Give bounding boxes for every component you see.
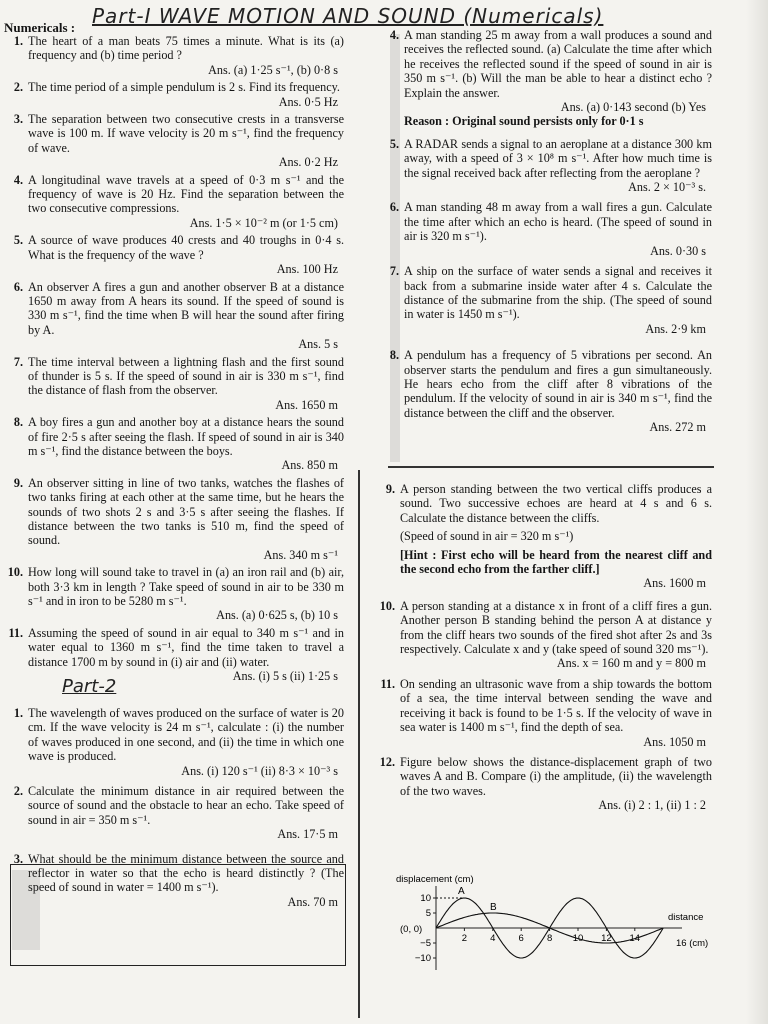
x-tick-label: 14	[629, 933, 641, 944]
question-number: 6.	[389, 200, 399, 215]
question-body	[28, 173, 344, 231]
question-body	[28, 233, 344, 276]
page-edge	[746, 0, 768, 1024]
answer: Ans. 2 × 10⁻³ s.	[628, 180, 706, 195]
answer: Ans. (i) 5 s (ii) 1·25 s	[232, 669, 338, 684]
x-tick-label: 10	[572, 933, 584, 944]
question-body	[400, 482, 712, 591]
question-body	[404, 28, 712, 129]
column-divider	[358, 470, 360, 1018]
question-body	[28, 565, 344, 623]
question-text: An observer sitting in line of two tanks, watches the flashes of two tanks firing at each other at the same time, but he hears the sounds of two shots 2 s and 3·5 s after seeing the flashes. If distance between the two tanks is 510 m, find the speed of sound.	[28, 475, 344, 548]
question-body	[28, 280, 344, 352]
question-text: A RADAR sends a signal to an aeroplane at a distance 300 km away, with a speed of 3 × 10⁸ m s⁻¹. After how much time is the signal received back after reflecting from the aeroplane ?	[404, 136, 712, 180]
answer-reason: Reason : Original sound persists only for 0·1 s	[404, 114, 644, 129]
right-column	[380, 28, 712, 438]
question-item	[4, 80, 344, 109]
answer: Ans. 2·9 km	[645, 321, 706, 336]
question-text: A ship on the surface of water sends a signal and receives it back from a submarine inside water after 4 s. Calculate the distance of the submarine from the ship. (The speed of sound in water is 1450 m s⁻¹).	[404, 264, 712, 322]
y-tick-label: 5	[425, 908, 431, 919]
question-item	[4, 34, 344, 77]
question-text: The time interval between a lightning flash and the first sound of thunder is 5 s. If the speed of sound in air is 330 m s⁻¹, find the distance of flash from the observer.	[28, 354, 344, 398]
answer: Ans. 100 Hz	[276, 262, 338, 277]
question-number: 2.	[13, 80, 23, 95]
wave-graph	[392, 870, 712, 976]
question-item	[4, 173, 344, 231]
question-text: A boy fires a gun and another boy at a distance hears the sound of fire 2·5 s after seeing the flash. If speed of sound in air is 340 m s⁻¹, find the distance between the boys.	[28, 415, 344, 458]
question-number: 8.	[389, 348, 399, 363]
question-item	[380, 200, 712, 258]
answer: Ans. 0·30 s	[650, 243, 706, 258]
question-number: 6.	[13, 279, 23, 294]
question-number: 3.	[13, 112, 23, 127]
answer: Ans. (a) 1·25 s⁻¹, (b) 0·8 s	[208, 62, 338, 77]
question-text: The time period of a simple pendulum is 2 s. Find its frequency.	[28, 80, 340, 95]
x-tick-label: 12	[601, 933, 612, 944]
part1-question-list	[4, 34, 344, 683]
question-text: How long will sound take to travel in (a) an iron rail and (b) air, both 3·3 km in length ? Take speed of sound in air to be 330 m s⁻¹ and in iron to be 5280 m s⁻¹.	[28, 565, 344, 609]
question-text: An observer A fires a gun and another observer B at a distance 1650 m away from A hears its sound. If the speed of sound is 330 m s⁻¹, find the time when B will hear the sound after firing by A.	[28, 279, 344, 337]
question-body	[400, 677, 712, 749]
y-tick-label: −10	[414, 953, 431, 964]
question-number: 8.	[13, 415, 23, 430]
question-body	[28, 112, 344, 170]
question-number: 9.	[13, 475, 23, 490]
answer: Ans. 1·5 × 10⁻² m (or 1·5 cm)	[189, 215, 338, 230]
part2-heading: Part-2	[62, 676, 117, 697]
question-body	[28, 34, 344, 77]
answer: Ans. 1650 m	[275, 397, 338, 412]
y-tick-label: −5	[420, 938, 431, 949]
answer: Ans. (i) 2 : 1, (ii) 1 : 2	[598, 798, 706, 813]
question-item	[4, 233, 344, 276]
answer: Ans. 70 m	[287, 894, 338, 909]
question-body	[404, 137, 712, 195]
question-item	[4, 565, 344, 623]
question-body	[28, 476, 344, 562]
x-tick-label: 2	[461, 933, 468, 944]
question-body	[28, 80, 344, 109]
question-item	[4, 626, 344, 684]
question-body	[404, 348, 712, 434]
question-number: 4.	[389, 28, 399, 42]
question-item	[376, 677, 712, 749]
y-tick-label: 10	[420, 893, 431, 904]
question-item	[4, 476, 344, 562]
question-item	[4, 280, 344, 352]
answer: Ans. (a) 0·625 s, (b) 10 s	[216, 608, 338, 623]
question-item	[376, 755, 712, 813]
question-hint: [Hint : First echo will be heard from the nearest cliff and the second echo from the farther cliff.]	[400, 547, 712, 577]
question-text: A person standing at a distance x in front of a cliff fires a gun. Another person B standing behind the person A at distance y from the cliff hears two sounds of the fired shot after 2s and 3s respectively. Calculate x and y (take speed of sound 320 ms⁻¹).	[400, 598, 712, 657]
question-text: A pendulum has a frequency of 5 vibrations per second. An observer starts the pendulum and fires a gun simultaneously. He hears echo from the cliff after 8 vibrations of the pendulum. If the velocity of sound in air is 340 m s⁻¹, find the distance between the cliff and the observer.	[404, 348, 712, 420]
question-item	[376, 599, 712, 671]
left-column	[4, 34, 344, 686]
question-number: 12.	[379, 754, 395, 769]
section-divider	[388, 466, 714, 468]
x-tick-label: 4	[490, 933, 496, 944]
wave-b-label: B	[490, 902, 497, 913]
question-body	[28, 415, 344, 473]
answer: Ans. 0·5 Hz	[278, 94, 338, 109]
question-item	[4, 415, 344, 473]
question-number: 3.	[13, 851, 23, 866]
question-number: 1.	[13, 34, 23, 48]
right-top-question-list	[380, 28, 712, 435]
question-body	[28, 355, 344, 413]
question-text: Figure below shows the distance-displacement graph of two waves A and B. Compare (i) the amplitude, (ii) the wavelength of the two waves.	[400, 754, 712, 798]
answer: Ans. 340 m s⁻¹	[263, 547, 338, 562]
answer: Ans. (a) 0·143 second (b) Yes	[560, 100, 706, 115]
graph-ylabel: displacement (cm)	[396, 874, 474, 885]
question-item	[376, 482, 712, 591]
question-number: 7.	[13, 354, 23, 369]
answer: Ans. 850 m	[281, 458, 338, 473]
question-item	[380, 137, 712, 195]
question-text: A longitudinal wave travels at a speed of 0·3 m s⁻¹ and the frequency of wave is 20 Hz. Find the separation between the two consecutive compressions.	[28, 172, 344, 216]
answer: Ans. 272 m	[649, 420, 706, 435]
answer: Ans. 0·2 Hz	[278, 155, 338, 170]
answer: Ans. 17·5 m	[277, 827, 338, 842]
question-number: 9.	[385, 482, 395, 496]
question-text: A person standing between the two vertical cliffs produces a sound. Two successive echoes are heard at 4 s and 6 s. Calculate the distance between the cliffs.	[400, 482, 712, 525]
question-body	[400, 755, 712, 813]
question-text: The separation between two consecutive crests in a transverse wave is 100 m. If wave velocity is 20 m s⁻¹, find the frequency of wave.	[28, 112, 344, 155]
question-number: 4.	[13, 172, 23, 187]
question-item	[380, 28, 712, 129]
question-item	[4, 112, 344, 170]
answer: Ans. 1050 m	[643, 734, 706, 749]
answer: Ans. 5 s	[298, 337, 338, 352]
question-item	[380, 264, 712, 336]
question-number: 10.	[379, 598, 395, 613]
question-number: 7.	[389, 264, 399, 279]
answer: Ans. (i) 120 s⁻¹ (ii) 8·3 × 10⁻³ s	[181, 763, 338, 778]
numericals-label: Numericals :	[4, 20, 76, 35]
answer: Ans. 1600 m	[643, 576, 706, 591]
question-body	[28, 784, 344, 842]
question-number: 11.	[380, 676, 395, 691]
question-body	[28, 706, 344, 778]
answer: Ans. x = 160 m and y = 800 m	[556, 656, 706, 671]
question-body	[404, 200, 712, 258]
question-text: The wavelength of waves produced on the surface of water is 20 cm. If the wave velocity is 24 m s⁻¹, calculate : (i) the number of waves produced in one second, and (ii) the time in which one wave is produced.	[28, 706, 344, 764]
question-text: The heart of a man beats 75 times a minute. What is its (a) frequency and (b) time period ?	[28, 34, 344, 63]
question-number: 11.	[8, 625, 23, 640]
question-text: Assuming the speed of sound in air equal to 340 m s⁻¹ and in water equal to 1360 m s⁻¹, find the time taken to travel a distance 1700 m by sound in (i) air and (ii) water.	[28, 625, 344, 669]
question-text: What should be the minimum distance between the source and reflector in water so that the echo is heard distinctly ? (The speed of sound in water = 1400 m s⁻¹).	[28, 851, 344, 895]
question-text: On sending an ultrasonic wave from a ship towards the bottom of a sea, the time interval between sending the wave and receiving it back is found to be 1·5 s. If the velocity of wave in sea water is 1400 m s⁻¹, find the depth of sea.	[400, 676, 712, 735]
x-tick-label: 6	[518, 933, 524, 944]
question-item	[380, 348, 712, 434]
question-text: A source of wave produces 40 crests and 40 troughs in 0·4 s. What is the frequency of the wave ?	[28, 233, 344, 262]
question-text: Calculate the minimum distance in air required between the source of sound and the obstacle to hear an echo. Take speed of sound in air = 350 m s⁻¹.	[28, 784, 344, 827]
question-item	[4, 784, 344, 842]
question-body	[400, 599, 712, 671]
graph-xunit: 16 (cm)	[676, 938, 709, 949]
page-title: Part-I WAVE MOTION AND SOUND (Numericals)	[92, 4, 604, 28]
question-text: A man standing 25 m away from a wall produces a sound and receives the reflected sound. (a) Calculate the time after which he receives the reflected sound if the speed of sound in air is 350 m s⁻¹. (b) Will the man be able to hear a distinct echo ? Explain the answer.	[404, 28, 712, 100]
right-bottom-column	[376, 482, 712, 816]
x-tick-label: 8	[546, 933, 553, 944]
question-body	[28, 626, 344, 684]
right-bottom-question-list	[376, 482, 712, 813]
question-box	[10, 864, 346, 966]
question-number: 2.	[13, 784, 23, 799]
question-item	[4, 706, 344, 778]
question-item	[4, 355, 344, 413]
question-body	[404, 264, 712, 336]
question-text: A man standing 48 m away from a wall fires a gun. Calculate the time after which an echo is heard. (The speed of sound in air is 320 m s⁻¹).	[404, 200, 712, 244]
question-number: 5.	[389, 136, 399, 151]
origin-label: (0, 0)	[400, 924, 423, 935]
graph-xlabel: distance	[668, 912, 704, 923]
wave-a-label: A	[458, 886, 465, 897]
question-number: 10.	[7, 565, 23, 580]
question-number: 1.	[13, 706, 23, 720]
question-number: 5.	[13, 233, 23, 248]
question-extra: (Speed of sound in air = 320 m s⁻¹)	[400, 529, 574, 544]
